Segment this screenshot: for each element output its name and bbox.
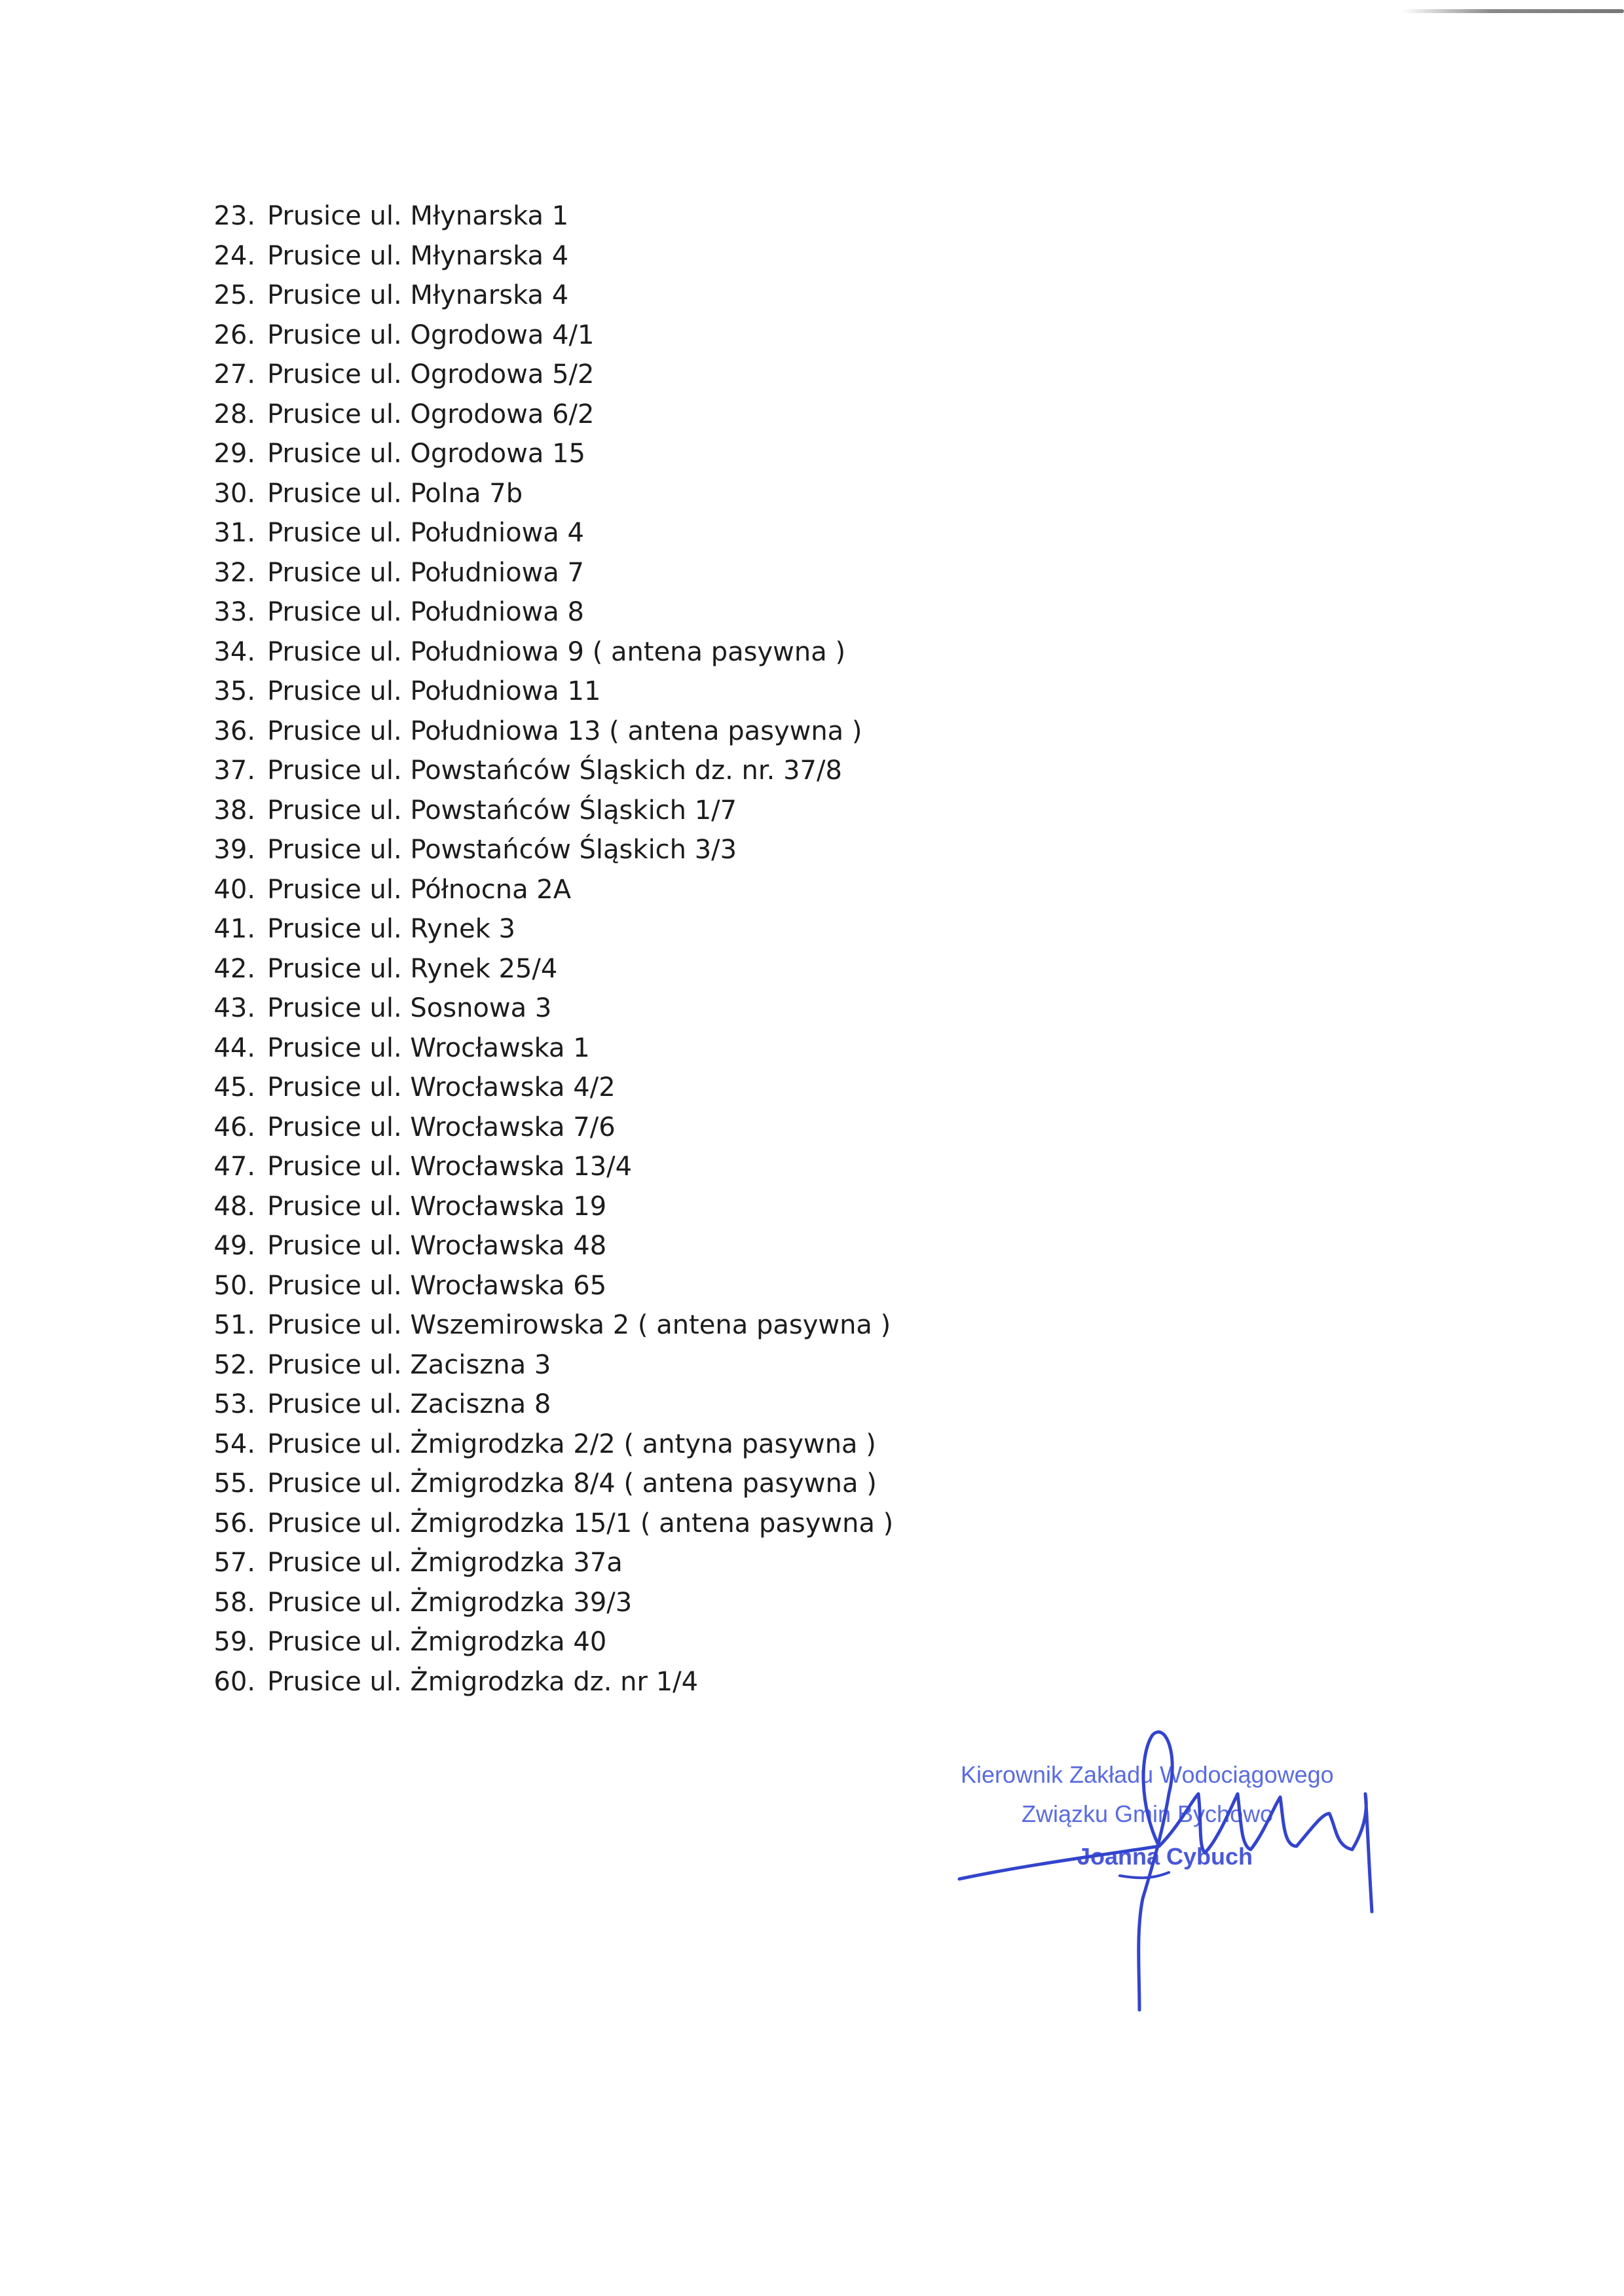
list-item-address: Prusice ul. Żmigrodzka 39/3 (267, 1587, 633, 1618)
list-item (196, 909, 893, 949)
list-item-number: 28. (213, 399, 255, 429)
list-item-number: 29. (213, 439, 255, 469)
list-item (196, 276, 893, 316)
list-item-number: 30. (213, 478, 255, 509)
list-item (196, 513, 893, 553)
list-item-address: Prusice ul. Południowa 8 (267, 597, 584, 627)
list-item (196, 672, 893, 712)
list-item-number: 58. (213, 1587, 255, 1618)
list-item-address: Prusice ul. Południowa 4 (267, 518, 584, 548)
list-item-number: 23. (213, 201, 255, 231)
list-item-address: Prusice ul. Rynek 3 (267, 914, 515, 944)
list-item-number: 46. (213, 1112, 255, 1142)
list-item-number: 37. (213, 756, 255, 786)
list-item-address: Prusice ul. Powstańców Śląskich 1/7 (267, 795, 737, 826)
list-item-address: Prusice ul. Powstańców Śląskich dz. nr. 37/8 (267, 756, 842, 786)
list-item (196, 632, 893, 672)
list-item-address: Prusice ul. Polna 7b (267, 478, 523, 509)
list-item (196, 1583, 893, 1623)
list-item-address: Prusice ul. Żmigrodzka 37a (267, 1548, 623, 1578)
list-item-address: Prusice ul. Powstańców Śląskich 3/3 (267, 835, 737, 865)
list-item-number: 47. (213, 1152, 255, 1182)
list-item-number: 40. (213, 874, 255, 905)
list-item-address: Prusice ul. Wrocławska 48 (267, 1231, 607, 1261)
list-item-number: 59. (213, 1627, 255, 1657)
list-item-number: 54. (213, 1429, 255, 1459)
list-item (196, 553, 893, 593)
stamp-organization: Związku Gmin Bychowo (1022, 1800, 1274, 1827)
list-item (196, 1385, 893, 1425)
list-item (196, 1147, 893, 1187)
list-item-number: 49. (213, 1231, 255, 1261)
list-item-number: 34. (213, 636, 255, 667)
list-item-address: Prusice ul. Południowa 13 ( antena pasywna ) (267, 716, 862, 746)
list-item-address: Prusice ul. Młynarska 4 (267, 280, 569, 310)
stamp-person-name: Joanna Cybuch (1077, 1843, 1253, 1870)
list-item-number: 56. (213, 1508, 255, 1539)
list-item (196, 1662, 893, 1702)
list-item (196, 592, 893, 632)
list-item (196, 1266, 893, 1306)
list-item-number: 35. (213, 676, 255, 706)
list-item-address: Prusice ul. Ogrodowa 4/1 (267, 319, 595, 350)
list-item-address: Prusice ul. Młynarska 1 (267, 201, 569, 231)
list-item-number: 26. (213, 319, 255, 350)
list-item (196, 1464, 893, 1504)
list-item-number: 43. (213, 993, 255, 1023)
list-item-address: Prusice ul. Żmigrodzka 2/2 ( antyna pasywna ) (267, 1429, 876, 1459)
list-item-address: Prusice ul. Ogrodowa 15 (267, 439, 585, 469)
list-item-number: 50. (213, 1270, 255, 1301)
list-item (196, 989, 893, 1029)
list-item-address: Prusice ul. Wszemirowska 2 ( antena pasywna ) (267, 1310, 891, 1340)
list-item (196, 474, 893, 514)
list-item (196, 751, 893, 791)
list-item (196, 1029, 893, 1068)
list-item (196, 1108, 893, 1148)
list-item-number: 38. (213, 795, 255, 826)
list-item (196, 1226, 893, 1266)
list-item-address: Prusice ul. Południowa 7 (267, 557, 584, 588)
scan-edge-artifact (1401, 9, 1624, 13)
list-item-number: 27. (213, 359, 255, 390)
list-item-address: Prusice ul. Ogrodowa 5/2 (267, 359, 595, 390)
list-item-number: 39. (213, 835, 255, 865)
list-item-address: Prusice ul. Zaciszna 8 (267, 1389, 551, 1419)
list-item-number: 36. (213, 716, 255, 746)
list-item (196, 1345, 893, 1385)
list-item (196, 1543, 893, 1583)
address-list (196, 196, 893, 1702)
list-item (196, 1504, 893, 1544)
list-item (196, 1187, 893, 1227)
list-item (196, 395, 893, 435)
list-item-number: 41. (213, 914, 255, 944)
list-item (196, 712, 893, 752)
list-item (196, 1622, 893, 1662)
list-item (196, 355, 893, 395)
list-item-number: 42. (213, 953, 255, 984)
list-item-address: Prusice ul. Zaciszna 3 (267, 1349, 551, 1380)
list-item (196, 316, 893, 355)
list-item-number: 45. (213, 1072, 255, 1102)
list-item-number: 53. (213, 1389, 255, 1419)
list-item-number: 32. (213, 557, 255, 588)
list-item (196, 949, 893, 989)
list-item-address: Prusice ul. Południowa 9 ( antena pasywna ) (267, 636, 846, 667)
list-item-address: Prusice ul. Wrocławska 1 (267, 1032, 590, 1063)
list-item-address: Prusice ul. Żmigrodzka 15/1 ( antena pasywna ) (267, 1508, 894, 1539)
list-item-number: 51. (213, 1310, 255, 1340)
list-item (196, 1305, 893, 1345)
list-item (196, 1425, 893, 1465)
stamp-position: Kierownik Zakładu Wodociągowego (961, 1761, 1334, 1788)
list-item (196, 830, 893, 870)
list-item-address: Prusice ul. Południowa 11 (267, 676, 601, 706)
list-item-address: Prusice ul. Żmigrodzka dz. nr 1/4 (267, 1666, 699, 1697)
list-item-number: 57. (213, 1548, 255, 1578)
list-item-address: Prusice ul. Wrocławska 13/4 (267, 1152, 633, 1182)
list-item-number: 25. (213, 280, 255, 310)
list-item-address: Prusice ul. Wrocławska 7/6 (267, 1112, 616, 1142)
list-item-address: Prusice ul. Ogrodowa 6/2 (267, 399, 595, 429)
list-item (196, 1068, 893, 1108)
list-item-address: Prusice ul. Żmigrodzka 8/4 ( antena pasywna ) (267, 1468, 877, 1499)
list-item (196, 434, 893, 474)
list-item-address: Prusice ul. Młynarska 4 (267, 240, 569, 271)
list-item-number: 52. (213, 1349, 255, 1380)
list-item-address: Prusice ul. Wrocławska 65 (267, 1270, 607, 1301)
list-item-number: 33. (213, 597, 255, 627)
list-item (196, 196, 893, 236)
list-item-number: 24. (213, 240, 255, 271)
list-item-number: 48. (213, 1191, 255, 1222)
list-item-address: Prusice ul. Rynek 25/4 (267, 953, 558, 984)
handwritten-signature (943, 1715, 1414, 2016)
list-item-address: Prusice ul. Wrocławska 19 (267, 1191, 607, 1222)
list-item (196, 236, 893, 276)
list-item-number: 55. (213, 1468, 255, 1499)
list-item-number: 60. (213, 1666, 255, 1697)
list-item-address: Prusice ul. Północna 2A (267, 874, 572, 905)
list-item-number: 44. (213, 1032, 255, 1063)
list-item-number: 31. (213, 518, 255, 548)
list-item-address: Prusice ul. Żmigrodzka 40 (267, 1627, 607, 1657)
list-item (196, 791, 893, 831)
list-item-address: Prusice ul. Wrocławska 4/2 (267, 1072, 616, 1102)
list-item-address: Prusice ul. Sosnowa 3 (267, 993, 552, 1023)
list-item (196, 870, 893, 910)
